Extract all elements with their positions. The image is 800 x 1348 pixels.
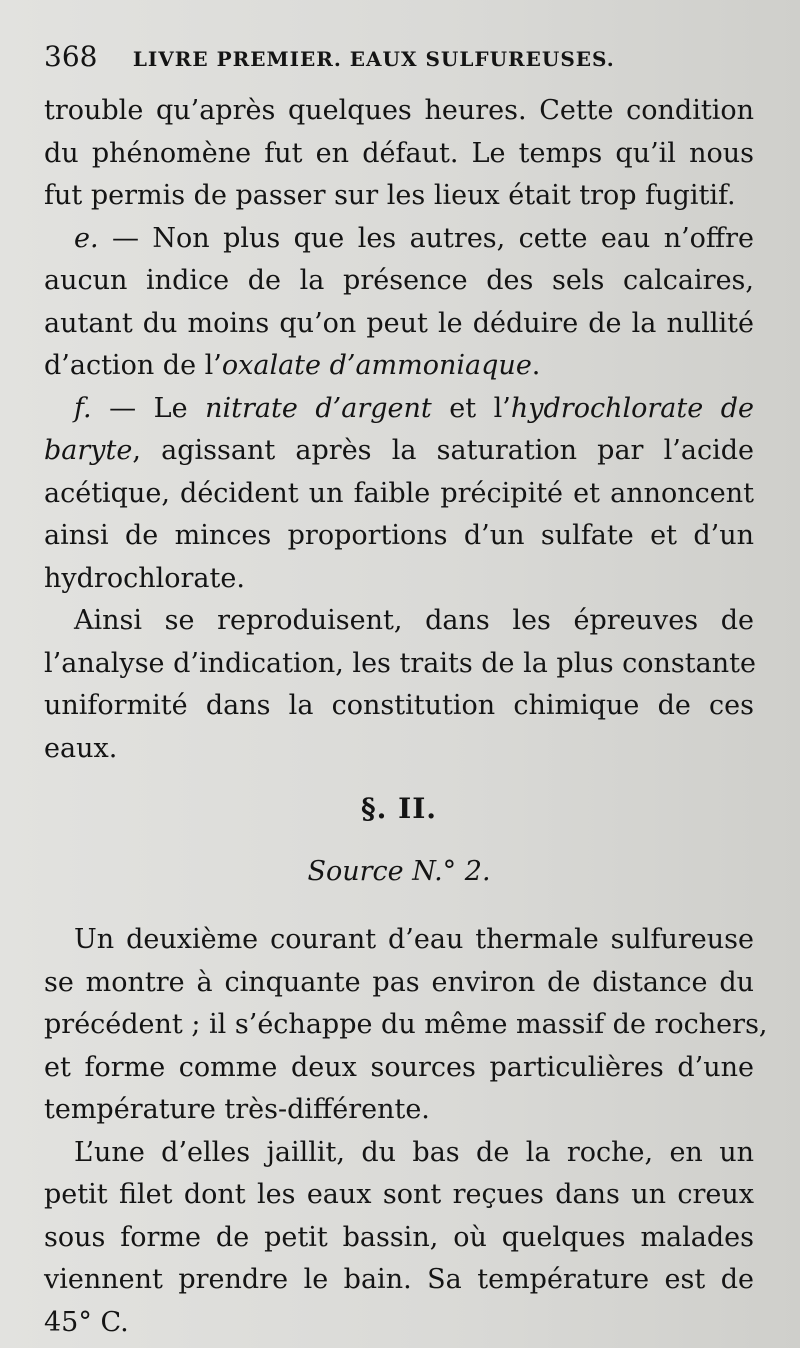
text-line: L’une d’elles jaillit, du bas de la roche, en un [74, 1136, 754, 1168]
running-title: LIVRE PREMIER. EAUX SULFUREUSES. [132, 47, 615, 71]
text-line [44, 345, 754, 388]
source-subheading: Source N.° 2. [307, 855, 491, 887]
text-line: sous forme de petit bassin, où quelques malades [44, 1221, 754, 1253]
page-number: 368 [44, 40, 98, 73]
text-span: — Non plus que les autres, cette eau n’offre [111, 222, 754, 254]
paragraph-ainsi [44, 600, 754, 770]
text-span: — Le [109, 392, 206, 424]
item-label-f: f. [74, 392, 92, 424]
text-line: température très-différente. [44, 1094, 430, 1125]
paragraph-deuxieme [44, 919, 768, 1132]
italic-term: baryte [44, 435, 133, 466]
text-line: uniformité dans la constitution chimique de ces [44, 690, 754, 721]
text-line [44, 430, 754, 473]
text-line: eaux. [44, 732, 118, 764]
text-line: se montre à cinquante pas environ de distance du [44, 966, 754, 998]
paragraph-continuation [44, 90, 754, 218]
text-line: viennent prendre le bain. Sa température est de [44, 1264, 754, 1295]
section-heading: §. II. [360, 792, 438, 825]
paragraph-une [44, 1132, 754, 1345]
text-line: Ainsi se reproduisent, dans les épreuves de [74, 605, 754, 636]
text-line: aucun indice de la présence des sels calcaires, [44, 265, 754, 296]
italic-term: hydrochlorate de [510, 392, 754, 424]
paragraph-e [44, 218, 754, 388]
text-line: l’analyse d’indication, les traits de la plus constante [44, 647, 756, 679]
text-line: et forme comme deux sources particulières d’une [44, 1051, 754, 1083]
text-line: ainsi de minces proportions d’un sulfate et d’un [44, 520, 754, 551]
text-span: d’action de l’ [44, 350, 222, 381]
text-line: du phénomène fut en défaut. Le temps qu’il nous [44, 137, 754, 169]
running-header [44, 40, 744, 73]
italic-term: oxalate d’ammoniaque [221, 350, 532, 381]
text-line: précédent ; il s’échappe du même massif de rochers, [44, 1009, 768, 1040]
text-line: autant du moins qu’on peut le déduire de la nullité [44, 307, 754, 339]
text-span: . [531, 350, 541, 381]
text-line [44, 388, 754, 431]
text-span: , agissant après la saturation par l’acide [132, 435, 754, 466]
text-line: Un deuxième courant d’eau thermale sulfureuse [74, 924, 754, 955]
item-label-e: e. [74, 222, 99, 254]
text-line: trouble qu’après quelques heures. Cette condition [44, 95, 754, 126]
italic-term: nitrate d’argent [205, 392, 432, 424]
paragraph-f [44, 388, 754, 601]
text-line [44, 218, 754, 261]
text-span: et l’ [431, 392, 511, 424]
text-line: fut permis de passer sur les lieux était trop fugitif. [44, 180, 736, 211]
body-text [44, 90, 768, 1344]
text-line: 45° C. [44, 1306, 129, 1338]
text-line: hydrochlorate. [44, 562, 245, 594]
text-line: petit filet dont les eaux sont reçues dans un creux [44, 1179, 754, 1210]
text-line: acétique, décident un faible précipité et annoncent [44, 477, 754, 509]
